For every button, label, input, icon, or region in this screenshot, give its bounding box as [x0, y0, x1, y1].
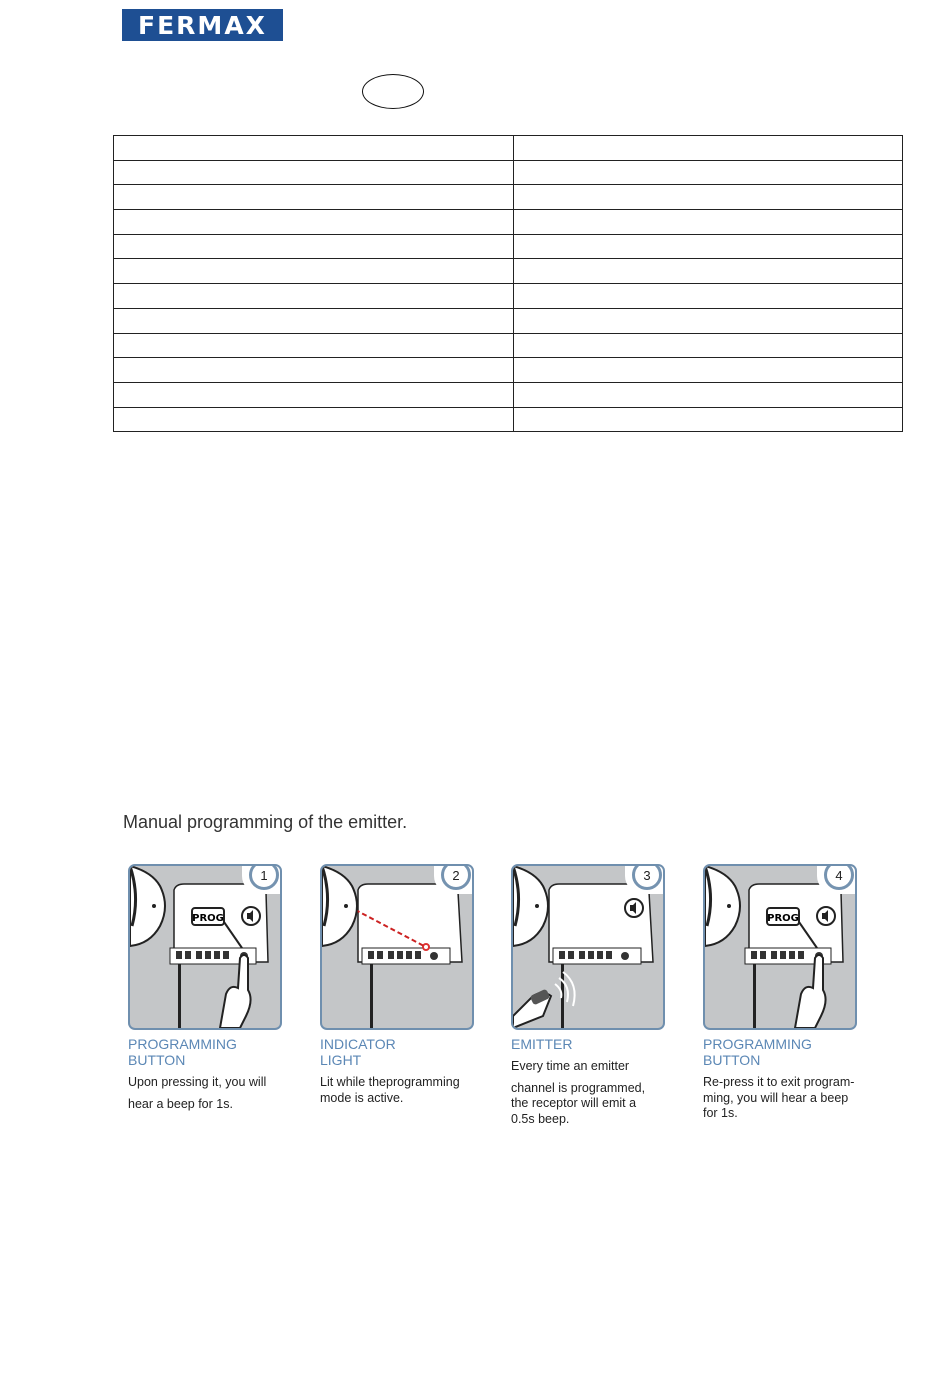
- step-illustration: [703, 864, 857, 1030]
- table-cell: [114, 308, 514, 333]
- blank-table: [113, 135, 903, 432]
- step-number: 1: [249, 864, 279, 890]
- table-cell: [514, 382, 903, 407]
- step-title: PROGRAMMING BUTTON: [703, 1036, 812, 1068]
- svg-text:PROG: PROG: [767, 913, 799, 924]
- table-row: [114, 259, 903, 284]
- table-cell: [114, 210, 514, 235]
- table-cell: [114, 333, 514, 358]
- step-illustration: [128, 864, 282, 1030]
- table-cell: [114, 358, 514, 383]
- section-title: Manual programming of the emitter.: [123, 812, 408, 832]
- table-cell: [514, 333, 903, 358]
- step-number: 3: [632, 864, 662, 890]
- table-row: [114, 185, 903, 210]
- step-description: Every time an emitter channel is programmed, the receptor will emit a 0.5s beep.: [511, 1059, 646, 1126]
- step-description: Upon pressing it, you will hear a beep for 1s.: [128, 1075, 267, 1111]
- table-cell: [514, 259, 903, 284]
- table-row: [114, 234, 903, 259]
- table-cell: [114, 234, 514, 259]
- table-cell: [114, 407, 514, 432]
- table-cell: [514, 308, 903, 333]
- table-row: [114, 358, 903, 383]
- table-row: [114, 210, 903, 235]
- step-number: 4: [824, 864, 854, 890]
- step-title: INDICATOR LIGHT: [320, 1036, 396, 1068]
- table-row: [114, 136, 903, 161]
- step-number: 2: [441, 864, 471, 890]
- language-oval: [362, 74, 424, 109]
- step-illustration: [320, 864, 474, 1030]
- step-description: Lit while theprogramming mode is active.: [320, 1075, 460, 1105]
- table-row: [114, 160, 903, 185]
- table-cell: [114, 185, 514, 210]
- table-row: [114, 333, 903, 358]
- table-cell: [514, 185, 903, 210]
- table-cell: [514, 358, 903, 383]
- table-cell: [114, 259, 514, 284]
- step-description: Re-press it to exit program- ming, you will hear a beep for 1s.: [703, 1075, 855, 1120]
- table-cell: [114, 382, 514, 407]
- table-cell: [514, 160, 903, 185]
- table-cell: [514, 407, 903, 432]
- table-cell: [114, 160, 514, 185]
- table-cell: [514, 284, 903, 309]
- brand-text: FERMAX: [138, 10, 267, 40]
- step-title: EMITTER: [511, 1036, 573, 1052]
- step-title: PROGRAMMING BUTTON: [128, 1036, 237, 1068]
- table-cell: [514, 234, 903, 259]
- table-row: [114, 382, 903, 407]
- table-row: [114, 308, 903, 333]
- table-row: [114, 284, 903, 309]
- table-cell: [514, 136, 903, 161]
- table-row: [114, 407, 903, 432]
- table-cell: [114, 284, 514, 309]
- svg-text:PROG: PROG: [192, 913, 224, 924]
- table-cell: [114, 136, 514, 161]
- step-illustration: [511, 864, 665, 1030]
- table-cell: [514, 210, 903, 235]
- fermax-logo: [122, 9, 283, 41]
